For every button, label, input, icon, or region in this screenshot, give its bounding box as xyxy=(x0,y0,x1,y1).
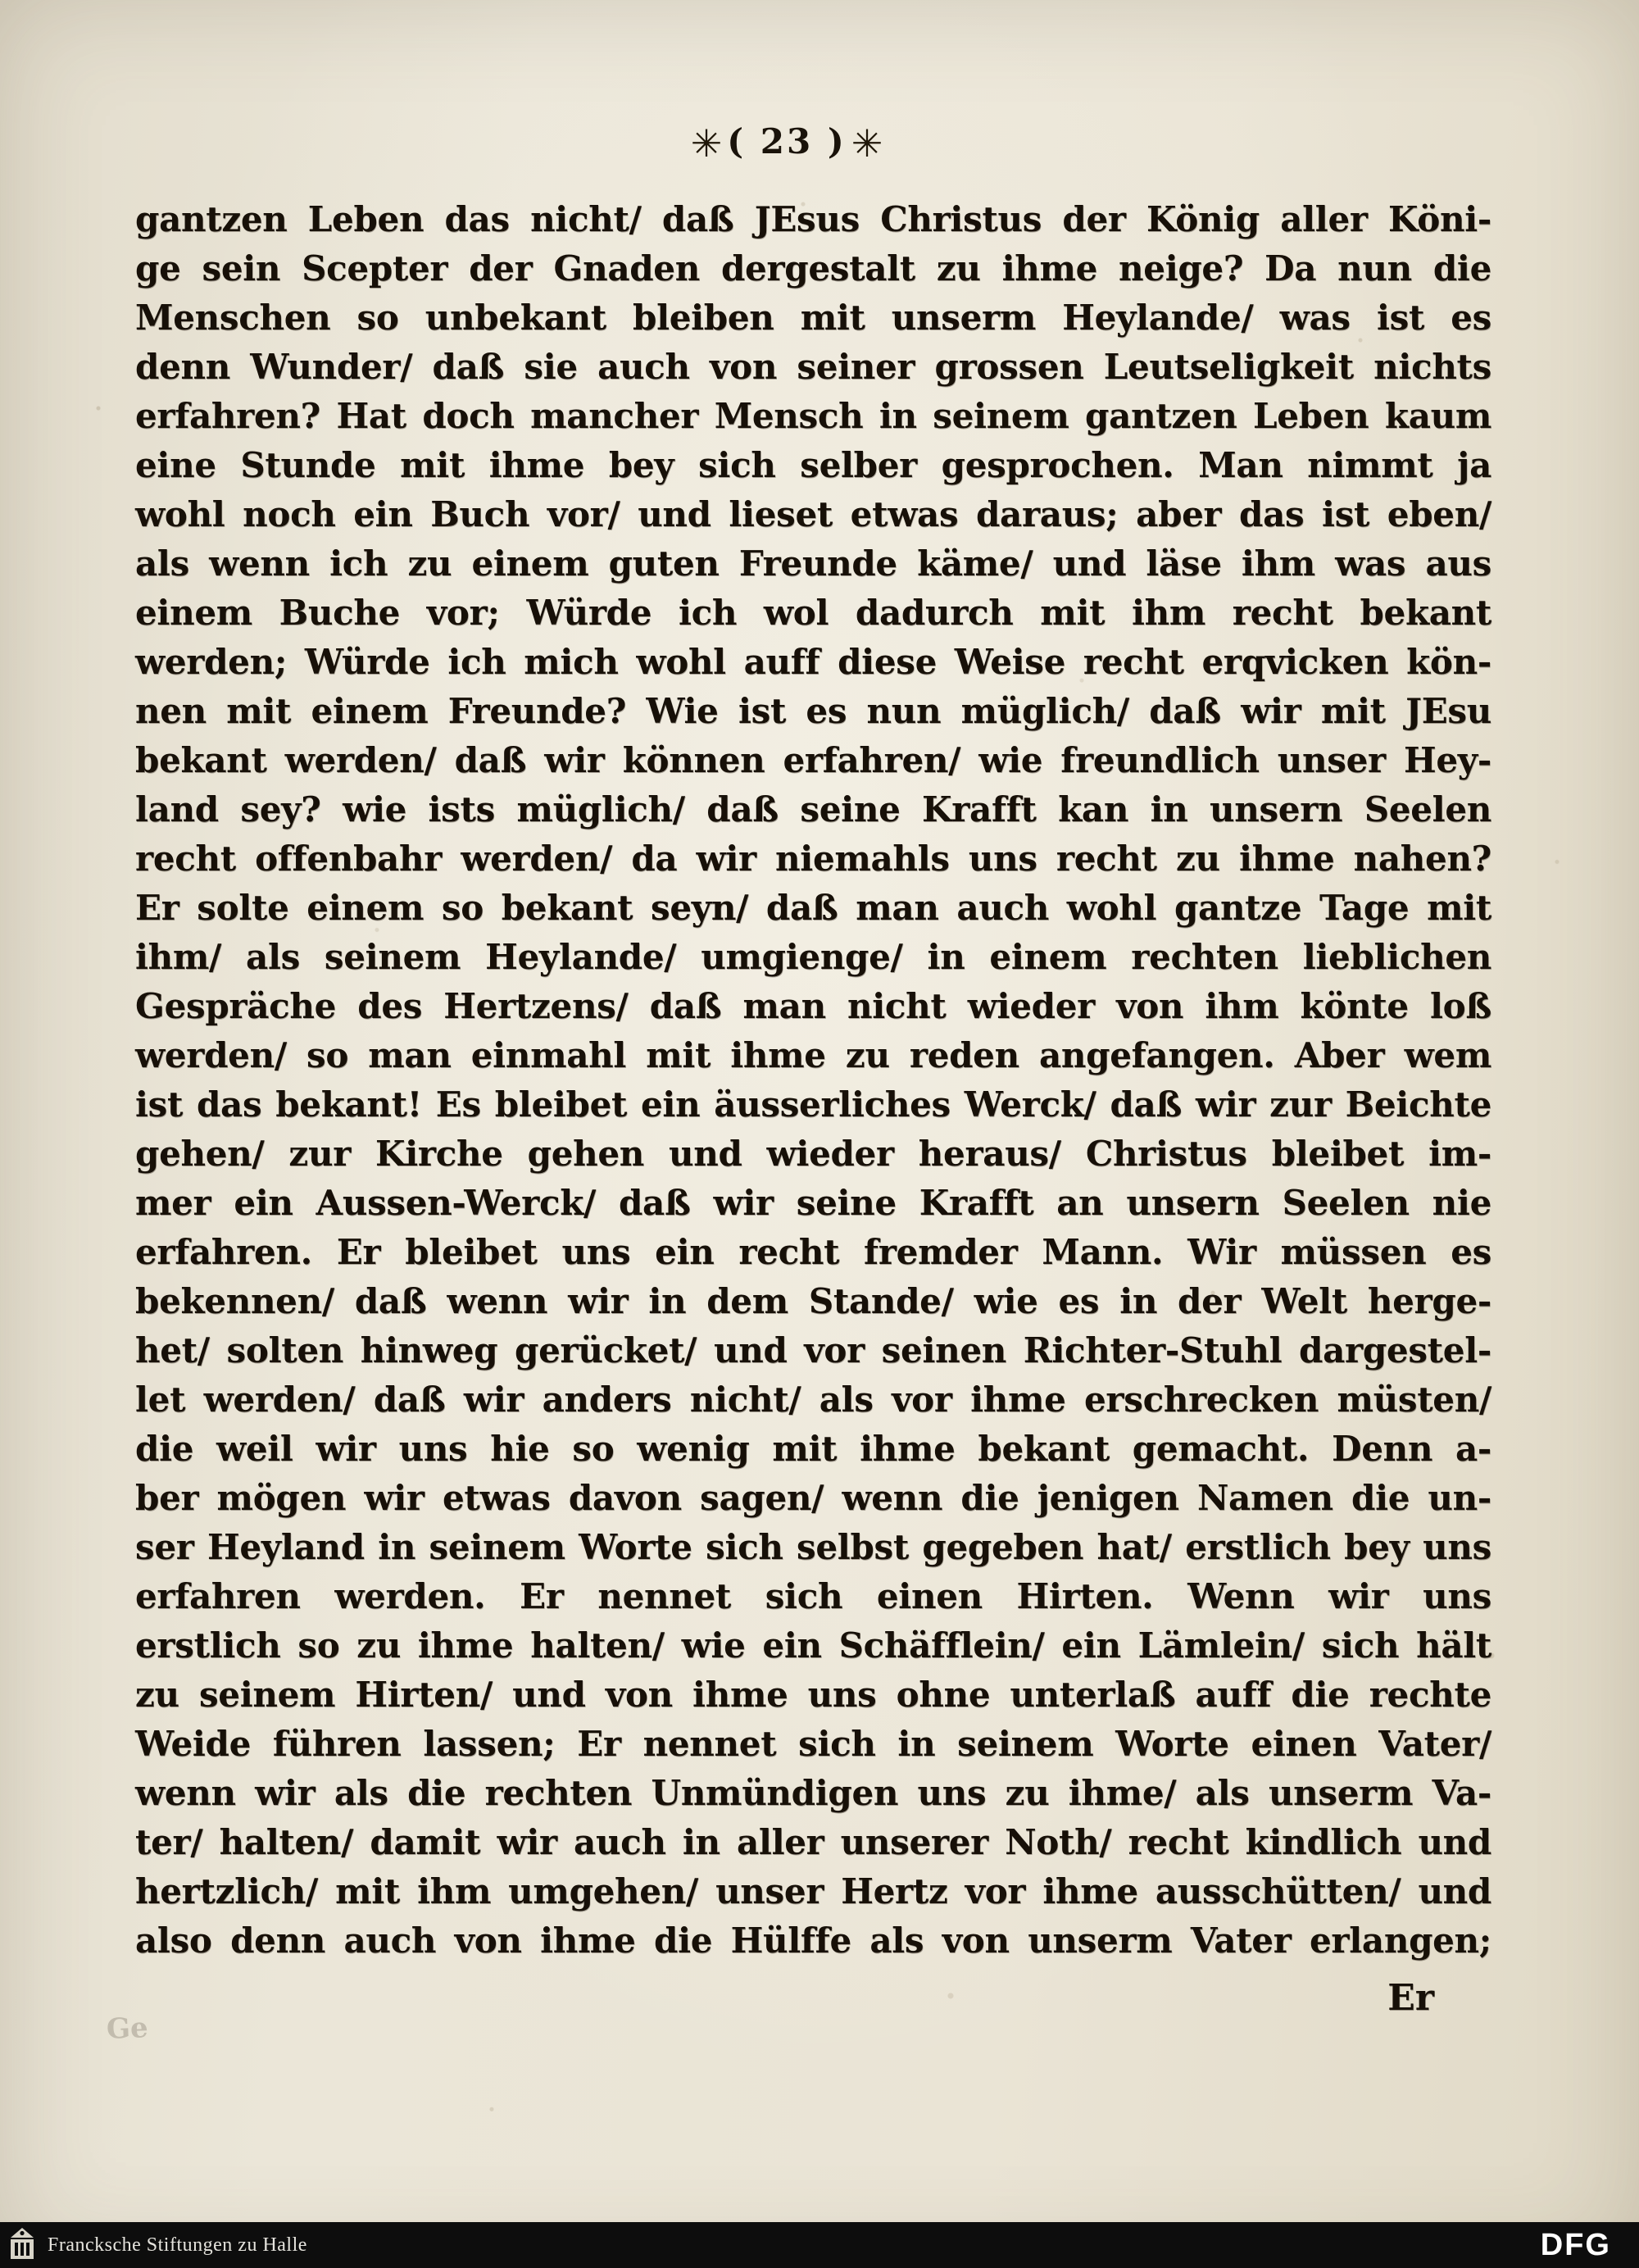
text-line: Er solte einem so bekant seyn/ daß man auch wohl gantze Tage mit xyxy=(135,888,1491,928)
text-line: wenn wir als die rechten Unmündigen uns zu ihme/ als unserm Va- xyxy=(135,1773,1491,1813)
text-line: erstlich so zu ihme halten/ wie ein Schäfflein/ ein Lämlein/ sich hält xyxy=(135,1625,1491,1666)
text-line: denn Wunder/ daß sie auch von seiner grossen Leutseligkeit nichts xyxy=(135,347,1491,387)
text-line: einem Buche vor; Würde ich wol dadurch mit ihm recht bekant xyxy=(135,593,1491,633)
text-line: ser Heyland in seinem Worte sich selbst gegeben hat/ erstlich bey uns xyxy=(135,1527,1491,1567)
text-line: ber mögen wir etwas davon sagen/ wenn die jenigen Namen die un- xyxy=(135,1478,1491,1518)
text-line: recht offenbahr werden/ da wir niemahls uns recht zu ihme nahen? xyxy=(135,839,1491,879)
text-line: mer ein Aussen-Werck/ daß wir seine Krafft an unsern Seelen nie xyxy=(135,1183,1491,1223)
francke-foundations-logo-icon xyxy=(8,2226,36,2264)
text-line: land sey? wie ists müglich/ daß seine Krafft kan in unsern Seelen xyxy=(135,789,1491,829)
archive-branding xyxy=(8,2226,307,2264)
text-line: Menschen so unbekant bleiben mit unserm Heylande/ was ist es xyxy=(135,298,1491,338)
text-line: ihm/ als seinem Heylande/ umgienge/ in einem rechten lieblichen xyxy=(135,937,1491,977)
text-line: eine Stunde mit ihme bey sich selber gesprochen. Man nimmt ja xyxy=(135,445,1491,485)
text-line: nen mit einem Freunde? Wie ist es nun müglich/ daß wir mit JEsu xyxy=(135,691,1491,731)
text-line: als wenn ich zu einem guten Freunde käme/ und läse ihm was aus xyxy=(135,543,1491,584)
printers-ornament-icon: ✳ xyxy=(851,121,883,166)
text-line: zu seinem Hirten/ und von ihme uns ohne unterlaß auff die rechte xyxy=(135,1675,1491,1715)
text-line: gehen/ zur Kirche gehen und wieder heraus/ Christus bleibet im- xyxy=(135,1134,1491,1174)
text-line: werden/ so man einmahl mit ihme zu reden angefangen. Aber wem xyxy=(135,1035,1491,1075)
page-header xyxy=(0,121,1573,166)
dfg-logo: DFG xyxy=(1540,2227,1611,2262)
text-line: ge sein Scepter der Gnaden dergestalt zu ihme neige? Da nun die xyxy=(135,248,1491,289)
text-line: het/ solten hinweg gerücket/ und vor seinen Richter-Stuhl dargestel- xyxy=(135,1330,1491,1370)
text-line: wohl noch ein Buch vor/ und lieset etwas daraus; aber das ist eben/ xyxy=(135,494,1491,534)
text-line: bekennen/ daß wenn wir in dem Stande/ wie es in der Welt herge- xyxy=(135,1281,1491,1321)
text-line: gantzen Leben das nicht/ daß JEsus Christus der König aller Köni- xyxy=(135,199,1491,239)
text-line: erfahren. Er bleibet uns ein recht fremder Mann. Wir müssen es xyxy=(135,1232,1491,1272)
text-line: die weil wir uns hie so wenig mit ihme bekant gemacht. Denn a- xyxy=(135,1429,1491,1469)
viewer-footer-bar xyxy=(0,2222,1639,2268)
text-line: ter/ halten/ damit wir auch in aller unserer Noth/ recht kindlich und xyxy=(135,1822,1491,1862)
text-line: Weide führen lassen; Er nennet sich in seinem Worte einen Vater/ xyxy=(135,1724,1491,1764)
text-line: also denn auch von ihme die Hülffe als von unserm Vater erlangen; xyxy=(135,1920,1491,1961)
text-line: erfahren? Hat doch mancher Mensch in seinem gantzen Leben kaum xyxy=(135,396,1491,436)
text-line: ist das bekant! Es bleibet ein äusserliches Werck/ daß wir zur Beichte xyxy=(135,1084,1491,1125)
page-number: ( 23 ) xyxy=(727,121,847,161)
archive-name: Francksche Stiftungen zu Halle xyxy=(48,2234,307,2256)
ink-bleedthrough-artifact: Ge xyxy=(106,2011,149,2046)
text-line: hertzlich/ mit ihm umgehen/ unser Hertz vor ihme ausschütten/ und xyxy=(135,1871,1491,1911)
text-line: erfahren werden. Er nennet sich einen Hirten. Wenn wir uns xyxy=(135,1576,1491,1616)
catchword: Er xyxy=(1387,1977,1434,2019)
body-text-block xyxy=(135,195,1491,1966)
text-line: Gespräche des Hertzens/ daß man nicht wieder von ihm könte loß xyxy=(135,986,1491,1026)
printers-ornament-icon: ✳ xyxy=(690,121,723,166)
text-line: werden; Würde ich mich wohl auff diese Weise recht erqvicken kön- xyxy=(135,642,1491,682)
text-line: bekant werden/ daß wir können erfahren/ wie freundlich unser Hey- xyxy=(135,740,1491,780)
text-line: let werden/ daß wir anders nicht/ als vor ihme erschrecken müsten/ xyxy=(135,1379,1491,1420)
